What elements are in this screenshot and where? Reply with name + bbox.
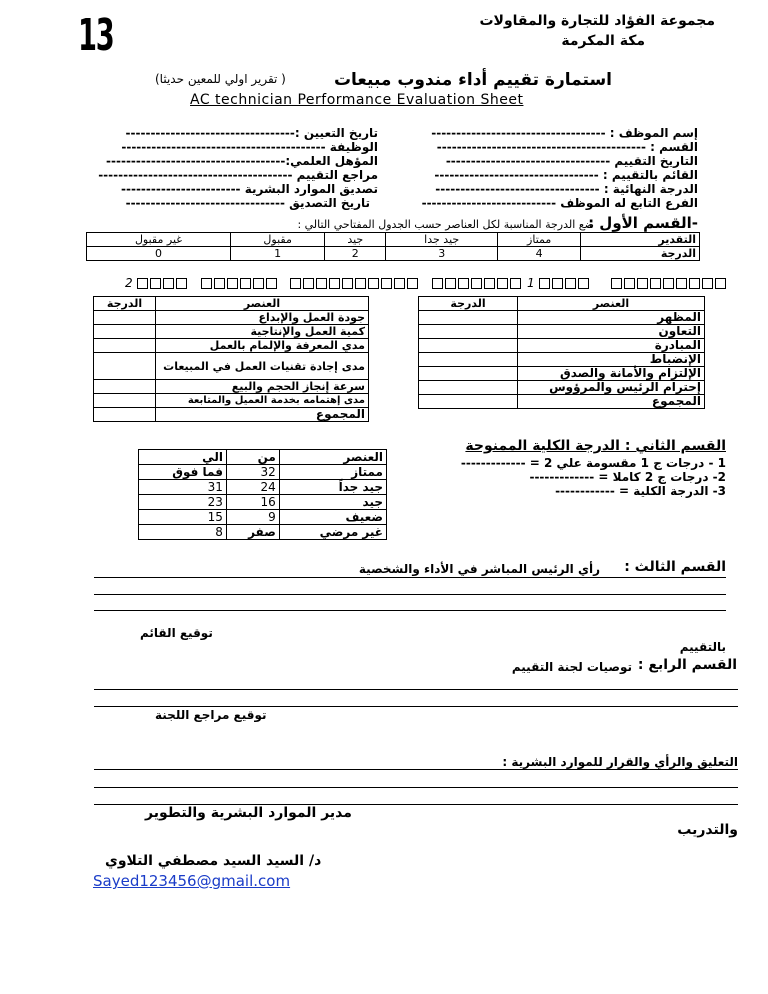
grade-cell[interactable]	[94, 339, 156, 353]
table-cell: فما فوق	[139, 465, 227, 480]
field-evaluation-date[interactable]: التاريخ التقييم ---------------------------------	[445, 154, 698, 168]
table-cell: ضعيف	[279, 510, 386, 525]
grade-value: 3	[386, 247, 498, 261]
section3-title: القسم الثالث :	[624, 559, 726, 575]
answer-line[interactable]	[94, 706, 738, 707]
section4-title: القسم الرابع :	[637, 657, 737, 673]
table-cell: 31	[139, 480, 227, 495]
section1-title: -القسم الأول :	[588, 214, 698, 232]
table-header: العنصر	[518, 297, 705, 311]
table-header: الدرجة	[419, 297, 518, 311]
evaluator-signature-label: توقيع القائم	[140, 626, 213, 640]
grade-cell[interactable]	[419, 311, 518, 325]
table-row: التعاون	[518, 325, 705, 339]
table-cell: 24	[226, 480, 279, 495]
company-name: مجموعة الفؤاد للتجارة والمقاولات	[479, 13, 715, 29]
table-cell: 32	[226, 465, 279, 480]
grade-value: 2	[325, 247, 386, 261]
field-department[interactable]: القسم : ------------------------------------------	[436, 140, 698, 154]
grade-cell[interactable]	[419, 395, 518, 409]
grade-value: 1	[230, 247, 324, 261]
element-table-1	[418, 296, 705, 409]
table-row: المظهر	[518, 311, 705, 325]
table-header: الي	[139, 450, 227, 465]
field-evaluator[interactable]: القائم بالتقييم : ---------------------------------	[434, 168, 698, 182]
evaluator-signature-label-2: بالتقييم	[679, 640, 726, 654]
grade-cell[interactable]	[94, 380, 156, 394]
field-hr-approval[interactable]: تصديق الموارد البشرية ------------------------	[121, 182, 378, 196]
section4-subtitle: توصيات لجنة التقييم	[511, 660, 632, 674]
total-line-3: 3- الدرجة الكلية = ------------	[555, 484, 726, 498]
company-city: مكة المكرمة	[561, 33, 645, 49]
grade-key-table	[86, 232, 700, 261]
form-subtitle: ( تقرير اولي للمعين حديثا)	[155, 72, 286, 86]
element-table-2	[93, 296, 369, 422]
table-cell: غير مرضي	[279, 525, 386, 540]
group1-heading	[527, 276, 727, 290]
grade-cell[interactable]	[94, 394, 156, 408]
grade-header: ممتاز	[498, 233, 581, 247]
total-line-2: 2- درجات ج 2 كاملا = -------------	[529, 470, 726, 484]
field-final-grade[interactable]: الدرجة النهائية : ---------------------------------	[435, 182, 698, 196]
form-title-english: AC technician Performance Evaluation Sheet	[190, 92, 524, 108]
table-cell: 23	[139, 495, 227, 510]
table-cell: ممتاز	[279, 465, 386, 480]
field-hire-date[interactable]: تاريخ التعيين :----------------------------------	[125, 126, 378, 140]
grade-cell[interactable]	[94, 408, 156, 422]
answer-line[interactable]	[94, 577, 726, 578]
table-cell: 16	[226, 495, 279, 510]
table-row: مدي المعرفة والإلمام بالعمل	[156, 339, 369, 353]
table-cell: 9	[226, 510, 279, 525]
grade-header: غير مقبول	[87, 233, 231, 247]
grade-header: جيد جدا	[386, 233, 498, 247]
table-row: المبادرة	[518, 339, 705, 353]
table-cell: صفر	[226, 525, 279, 540]
table-row: الإنضباط	[518, 353, 705, 367]
table-cell: جيد جداً	[279, 480, 386, 495]
grade-header: جيد	[325, 233, 386, 247]
grade-cell[interactable]	[419, 353, 518, 367]
committee-signature-label: توقيع مراجع اللجنة	[155, 708, 267, 722]
grade-label: التقدير	[581, 233, 700, 247]
grade-cell[interactable]	[94, 311, 156, 325]
hr-comment-label: التعليق والرأي والقرار للموارد البشرية :	[502, 755, 738, 769]
table-row: إحترام الرئيس والمرؤوس	[518, 381, 705, 395]
group2-heading	[125, 276, 522, 290]
answer-line[interactable]	[94, 769, 738, 770]
grade-value: 0	[87, 247, 231, 261]
grade-cell[interactable]	[419, 381, 518, 395]
answer-line[interactable]	[94, 787, 738, 788]
section1-instruction: ضع الدرجة المناسبة لكل العناصر حسب الجدول المفتاحي التالي :	[297, 218, 594, 231]
page-number: 13	[78, 10, 114, 61]
table-cell: جيد	[279, 495, 386, 510]
grade-cell[interactable]	[94, 353, 156, 380]
answer-line[interactable]	[94, 689, 738, 690]
grade-cell[interactable]	[419, 367, 518, 381]
email-link[interactable]: Sayed123456@gmail.com	[93, 872, 291, 890]
hr-manager-title-2: والتدريب	[677, 822, 738, 838]
group2-number: 2	[125, 276, 133, 290]
grade-cell[interactable]	[419, 339, 518, 353]
form-title: استمارة تقييم أداء مندوب مبيعات	[333, 70, 612, 90]
grade-value: 4	[498, 247, 581, 261]
field-employee-name[interactable]: إسم الموظف : -----------------------------------	[431, 126, 698, 140]
field-qualification[interactable]: المؤهل العلمي:------------------------------------	[106, 154, 378, 168]
table-row: الإلتزام والأمانة والصدق	[518, 367, 705, 381]
table-header: من	[226, 450, 279, 465]
section2-title: القسم الثاني : الدرجة الكلية الممنوحة	[465, 438, 726, 454]
grade-label: الدرجة	[581, 247, 700, 261]
section3-subtitle: رأي الرئيس المباشر في الأداء والشخصية	[358, 562, 600, 576]
table-header: الدرجة	[94, 297, 156, 311]
total-line-1: 1 - درجات ج 1 مقسومة علي 2 = -------------	[460, 456, 726, 470]
field-reviewer[interactable]: مراجع التقييم ---------------------------------------	[98, 168, 378, 182]
table-row: جودة العمل والإبداع	[156, 311, 369, 325]
answer-line[interactable]	[94, 610, 726, 611]
answer-line[interactable]	[94, 594, 726, 595]
hr-manager-title: مدير الموارد البشرية والتطوير	[145, 805, 352, 821]
table-total-row: المجموع	[156, 408, 369, 422]
hr-manager-name: د/ السيد السيد مصطفي التلاوي	[105, 853, 322, 869]
table-cell: 8	[139, 525, 227, 540]
table-row: مدى إهتمامه بخدمة العميل والمتابعة	[156, 394, 369, 408]
table-header: العنصر	[156, 297, 369, 311]
grade-cell[interactable]	[94, 325, 156, 339]
table-total-row: المجموع	[518, 395, 705, 409]
table-cell: 15	[139, 510, 227, 525]
field-approval-date[interactable]: تاريخ التصديق --------------------------------	[125, 196, 370, 210]
table-row: سرعة إنجاز الحجم والبيع	[156, 380, 369, 394]
scale-table	[138, 449, 387, 540]
grade-header: مقبول	[230, 233, 324, 247]
group1-number: 1	[527, 276, 535, 290]
field-branch[interactable]: الفرع التابع له الموظف ---------------------------	[421, 196, 698, 210]
grade-cell[interactable]	[419, 325, 518, 339]
table-row: كمية العمل والإنتاجية	[156, 325, 369, 339]
field-job[interactable]: الوظيفة -----------------------------------------	[121, 140, 378, 154]
table-row: مدى إجادة تقنيات العمل في المبيعات	[156, 353, 369, 380]
table-header: العنصر	[279, 450, 386, 465]
